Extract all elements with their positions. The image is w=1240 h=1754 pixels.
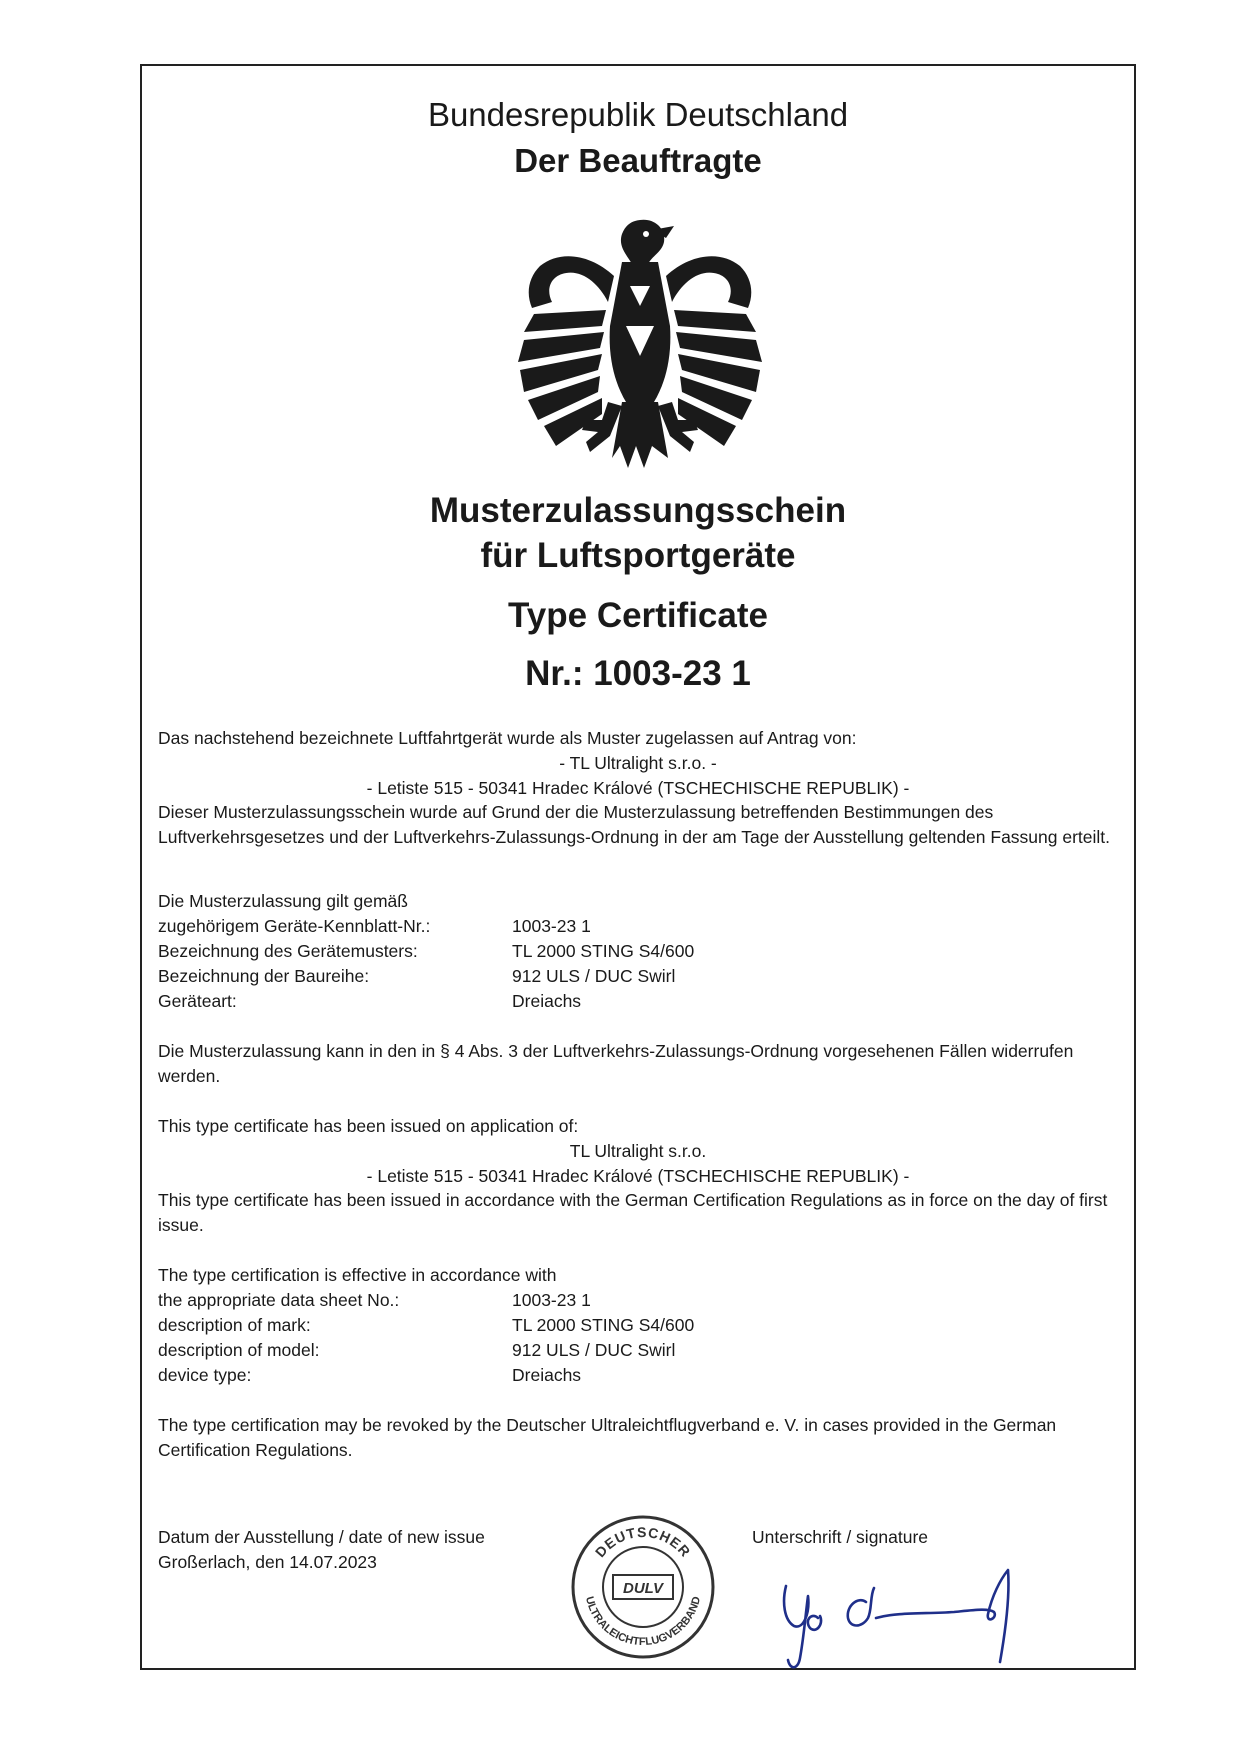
issuing-country: Bundesrepublik Deutschland (427, 96, 849, 133)
english-applicant: TL Ultralight s.r.o. (569, 1141, 707, 1161)
german-field-label: Bezeichnung der Baureihe: (158, 966, 370, 986)
dulv-seal-icon (568, 1512, 718, 1662)
german-applicant-address: - Letiste 515 - 50341 Hradec Králové (TSCHECHISCHE REPUBLIK) - (366, 778, 910, 798)
english-validity-heading: The type certification is effective in accordance with (158, 1265, 557, 1285)
english-field-value: 912 ULS / DUC Swirl (512, 1340, 676, 1360)
certificate-number: Nr.: 1003-23 1 (525, 654, 751, 693)
german-field-label: Bezeichnung des Gerätemusters: (158, 941, 418, 961)
german-field-value: Dreiachs (512, 991, 582, 1011)
english-legal-basis: This type certificate has been issued in accordance with the German Certification Regulations as in force on the day of first issue. (158, 1190, 1108, 1235)
german-legal-basis: Dieser Musterzulassungsschein wurde auf Grund der die Musterzulassung betreffenden Bestimmungen des Luftverkehrsgesetzes und der Luftverkehrs-Zulassungs-Ordnung in der am Tage der Ausstellung geltenden Fassung erteilt. (158, 802, 1111, 847)
signature-label: Unterschrift / signature (752, 1527, 929, 1547)
english-field-label: the appropriate data sheet No.: (158, 1290, 400, 1310)
german-field-value: TL 2000 STING S4/600 (512, 941, 695, 961)
german-intro: Das nachstehend bezeichnete Luftfahrtgerät wurde als Muster zugelassen auf Antrag von: (158, 728, 857, 748)
english-field-value: 1003-23 1 (512, 1290, 591, 1310)
issue-date-label: Datum der Ausstellung / date of new issue (158, 1527, 485, 1547)
handwritten-signature-icon (774, 1566, 1034, 1676)
german-field-value: 1003-23 1 (512, 916, 591, 936)
english-intro: This type certificate has been issued on application of: (158, 1116, 579, 1136)
certificate-title-german: Musterzulassungsschein (429, 491, 847, 530)
english-field-label: description of mark: (158, 1315, 311, 1335)
english-field-label: device type: (158, 1365, 252, 1385)
english-applicant-address: - Letiste 515 - 50341 Hradec Králové (TSCHECHISCHE REPUBLIK) - (366, 1166, 910, 1186)
certificate-title-english: Type Certificate (508, 596, 768, 635)
german-applicant: - TL Ultralight s.r.o. - (559, 753, 717, 773)
issue-date-value: Großerlach, den 14.07.2023 (158, 1552, 377, 1572)
federal-eagle-icon (498, 206, 782, 476)
svg-text:DEUTSCHER: DEUTSCHER (591, 1523, 695, 1561)
english-field-value: Dreiachs (512, 1365, 582, 1385)
svg-text:ULTRALEICHTFLUGVERBAND: ULTRALEICHTFLUGVERBAND (582, 1595, 704, 1649)
english-field-label: description of model: (158, 1340, 320, 1360)
certificate-subtitle-german: für Luftsportgeräte (480, 536, 796, 575)
german-field-label: Geräteart: (158, 991, 237, 1011)
svg-text:DULV: DULV (622, 1580, 664, 1597)
issuing-authority: Der Beauftragte (514, 142, 762, 179)
german-revocation-notice: Die Musterzulassung kann in den in § 4 Abs. 3 der Luftverkehrs-Zulassungs-Ordnung vorgesehenen Fällen widerrufen werden. (158, 1041, 1074, 1086)
german-validity-heading: Die Musterzulassung gilt gemäß (158, 891, 408, 911)
english-revocation-notice: The type certification may be revoked by the Deutscher Ultraleichtflugverband e. V. in cases provided in the German Certification Regulations. (158, 1415, 1057, 1460)
german-field-value: 912 ULS / DUC Swirl (512, 966, 676, 986)
certificate-frame (140, 64, 1136, 1670)
german-field-label: zugehörigem Geräte-Kennblatt-Nr.: (158, 916, 431, 936)
english-field-value: TL 2000 STING S4/600 (512, 1315, 695, 1335)
